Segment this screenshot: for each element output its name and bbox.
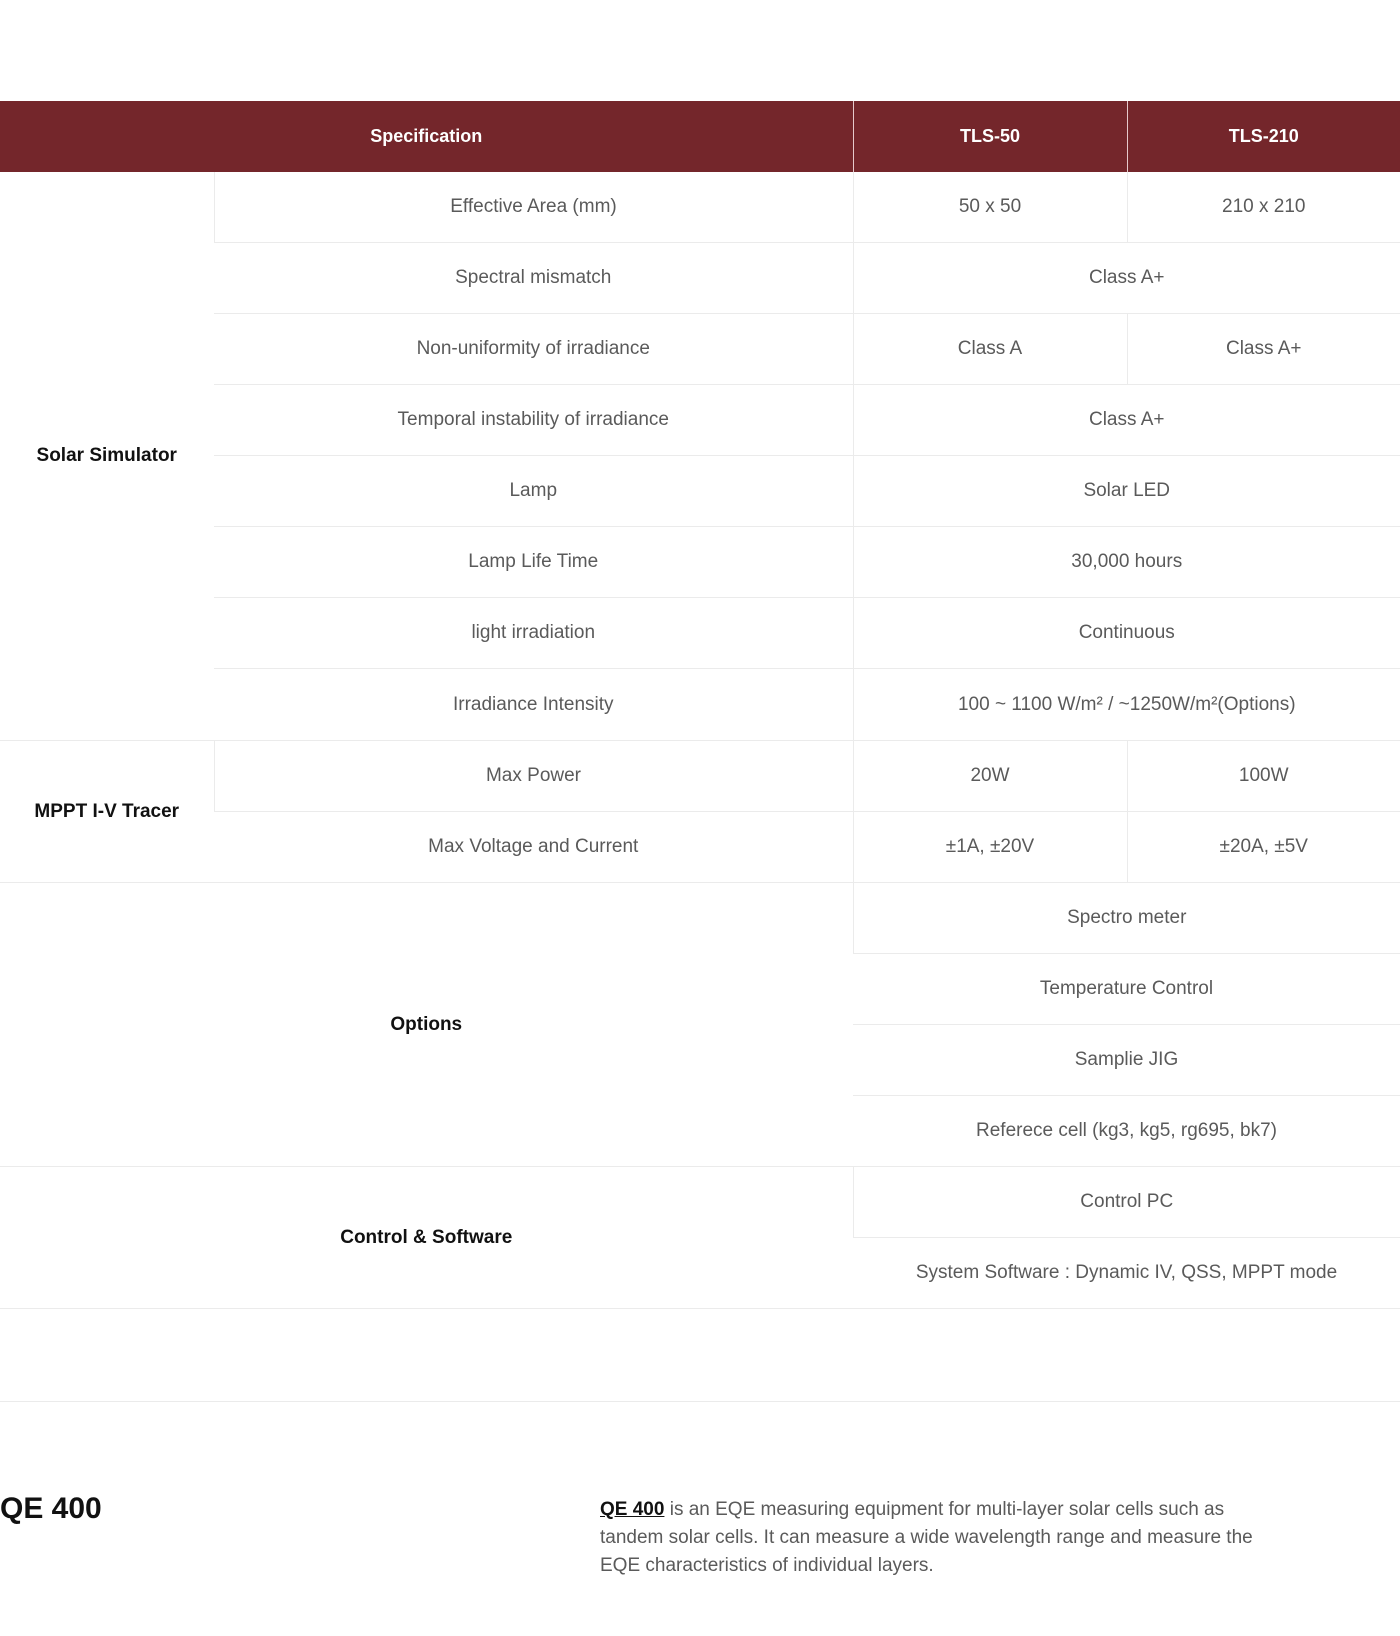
option-item: Referece cell (kg3, kg5, rg695, bk7) — [853, 1096, 1400, 1167]
specification-table — [0, 101, 1400, 1309]
option-item: Temperature Control — [853, 954, 1400, 1025]
spec-name: Max Voltage and Current — [214, 812, 853, 883]
spec-value: Class A+ — [853, 385, 1400, 456]
header-tls-50: TLS-50 — [853, 101, 1127, 172]
spec-name: Lamp — [214, 456, 853, 527]
table-row — [0, 741, 1400, 812]
group-mppt-tracer: MPPT I-V Tracer — [0, 741, 214, 883]
table-header-row — [0, 101, 1400, 172]
spec-name: Lamp Life Time — [214, 527, 853, 598]
section-divider — [0, 1401, 1400, 1402]
spec-value-tls-50: 50 x 50 — [853, 172, 1127, 243]
control-item: System Software : Dynamic IV, QSS, MPPT mode — [853, 1238, 1400, 1309]
spec-name: Temporal instability of irradiance — [214, 385, 853, 456]
spec-name: Non-uniformity of irradiance — [214, 314, 853, 385]
header-specification: Specification — [0, 101, 853, 172]
header-tls-210: TLS-210 — [1127, 101, 1400, 172]
spec-value-tls-50: Class A — [853, 314, 1127, 385]
table-row — [0, 172, 1400, 243]
product-link[interactable]: QE 400 — [600, 1499, 665, 1520]
option-item: Samplie JIG — [853, 1025, 1400, 1096]
spec-value: 100 ~ 1100 W/m² / ~1250W/m²(Options) — [853, 669, 1400, 741]
spec-name: Max Power — [214, 741, 853, 812]
spec-name: Spectral mismatch — [214, 243, 853, 314]
spec-name: Effective Area (mm) — [214, 172, 853, 243]
product-description — [600, 1496, 1290, 1580]
spec-value: Continuous — [853, 598, 1400, 669]
group-control-software: Control & Software — [0, 1167, 853, 1309]
spec-value-tls-210: 210 x 210 — [1127, 172, 1400, 243]
spec-name: light irradiation — [214, 598, 853, 669]
spec-value-tls-210: 100W — [1127, 741, 1400, 812]
spec-value: 30,000 hours — [853, 527, 1400, 598]
spec-value-tls-210: ±20A, ±5V — [1127, 812, 1400, 883]
product-description-text: is an EQE measuring equipment for multi-layer solar cells such as tandem solar cells. It can measure a wide wavelength range and measure the EQE characteristics of individual layers. — [600, 1499, 1253, 1576]
spec-value-tls-210: Class A+ — [1127, 314, 1400, 385]
control-item: Control PC — [853, 1167, 1400, 1238]
spec-value-tls-50: ±1A, ±20V — [853, 812, 1127, 883]
table-row — [0, 883, 1400, 954]
spec-value-tls-50: 20W — [853, 741, 1127, 812]
group-solar-simulator: Solar Simulator — [0, 172, 214, 741]
product-title: QE 400 — [0, 1492, 102, 1525]
table-row — [0, 1167, 1400, 1238]
spec-name: Irradiance Intensity — [214, 669, 853, 741]
spec-value: Class A+ — [853, 243, 1400, 314]
group-options: Options — [0, 883, 853, 1167]
option-item: Spectro meter — [853, 883, 1400, 954]
spec-value: Solar LED — [853, 456, 1400, 527]
